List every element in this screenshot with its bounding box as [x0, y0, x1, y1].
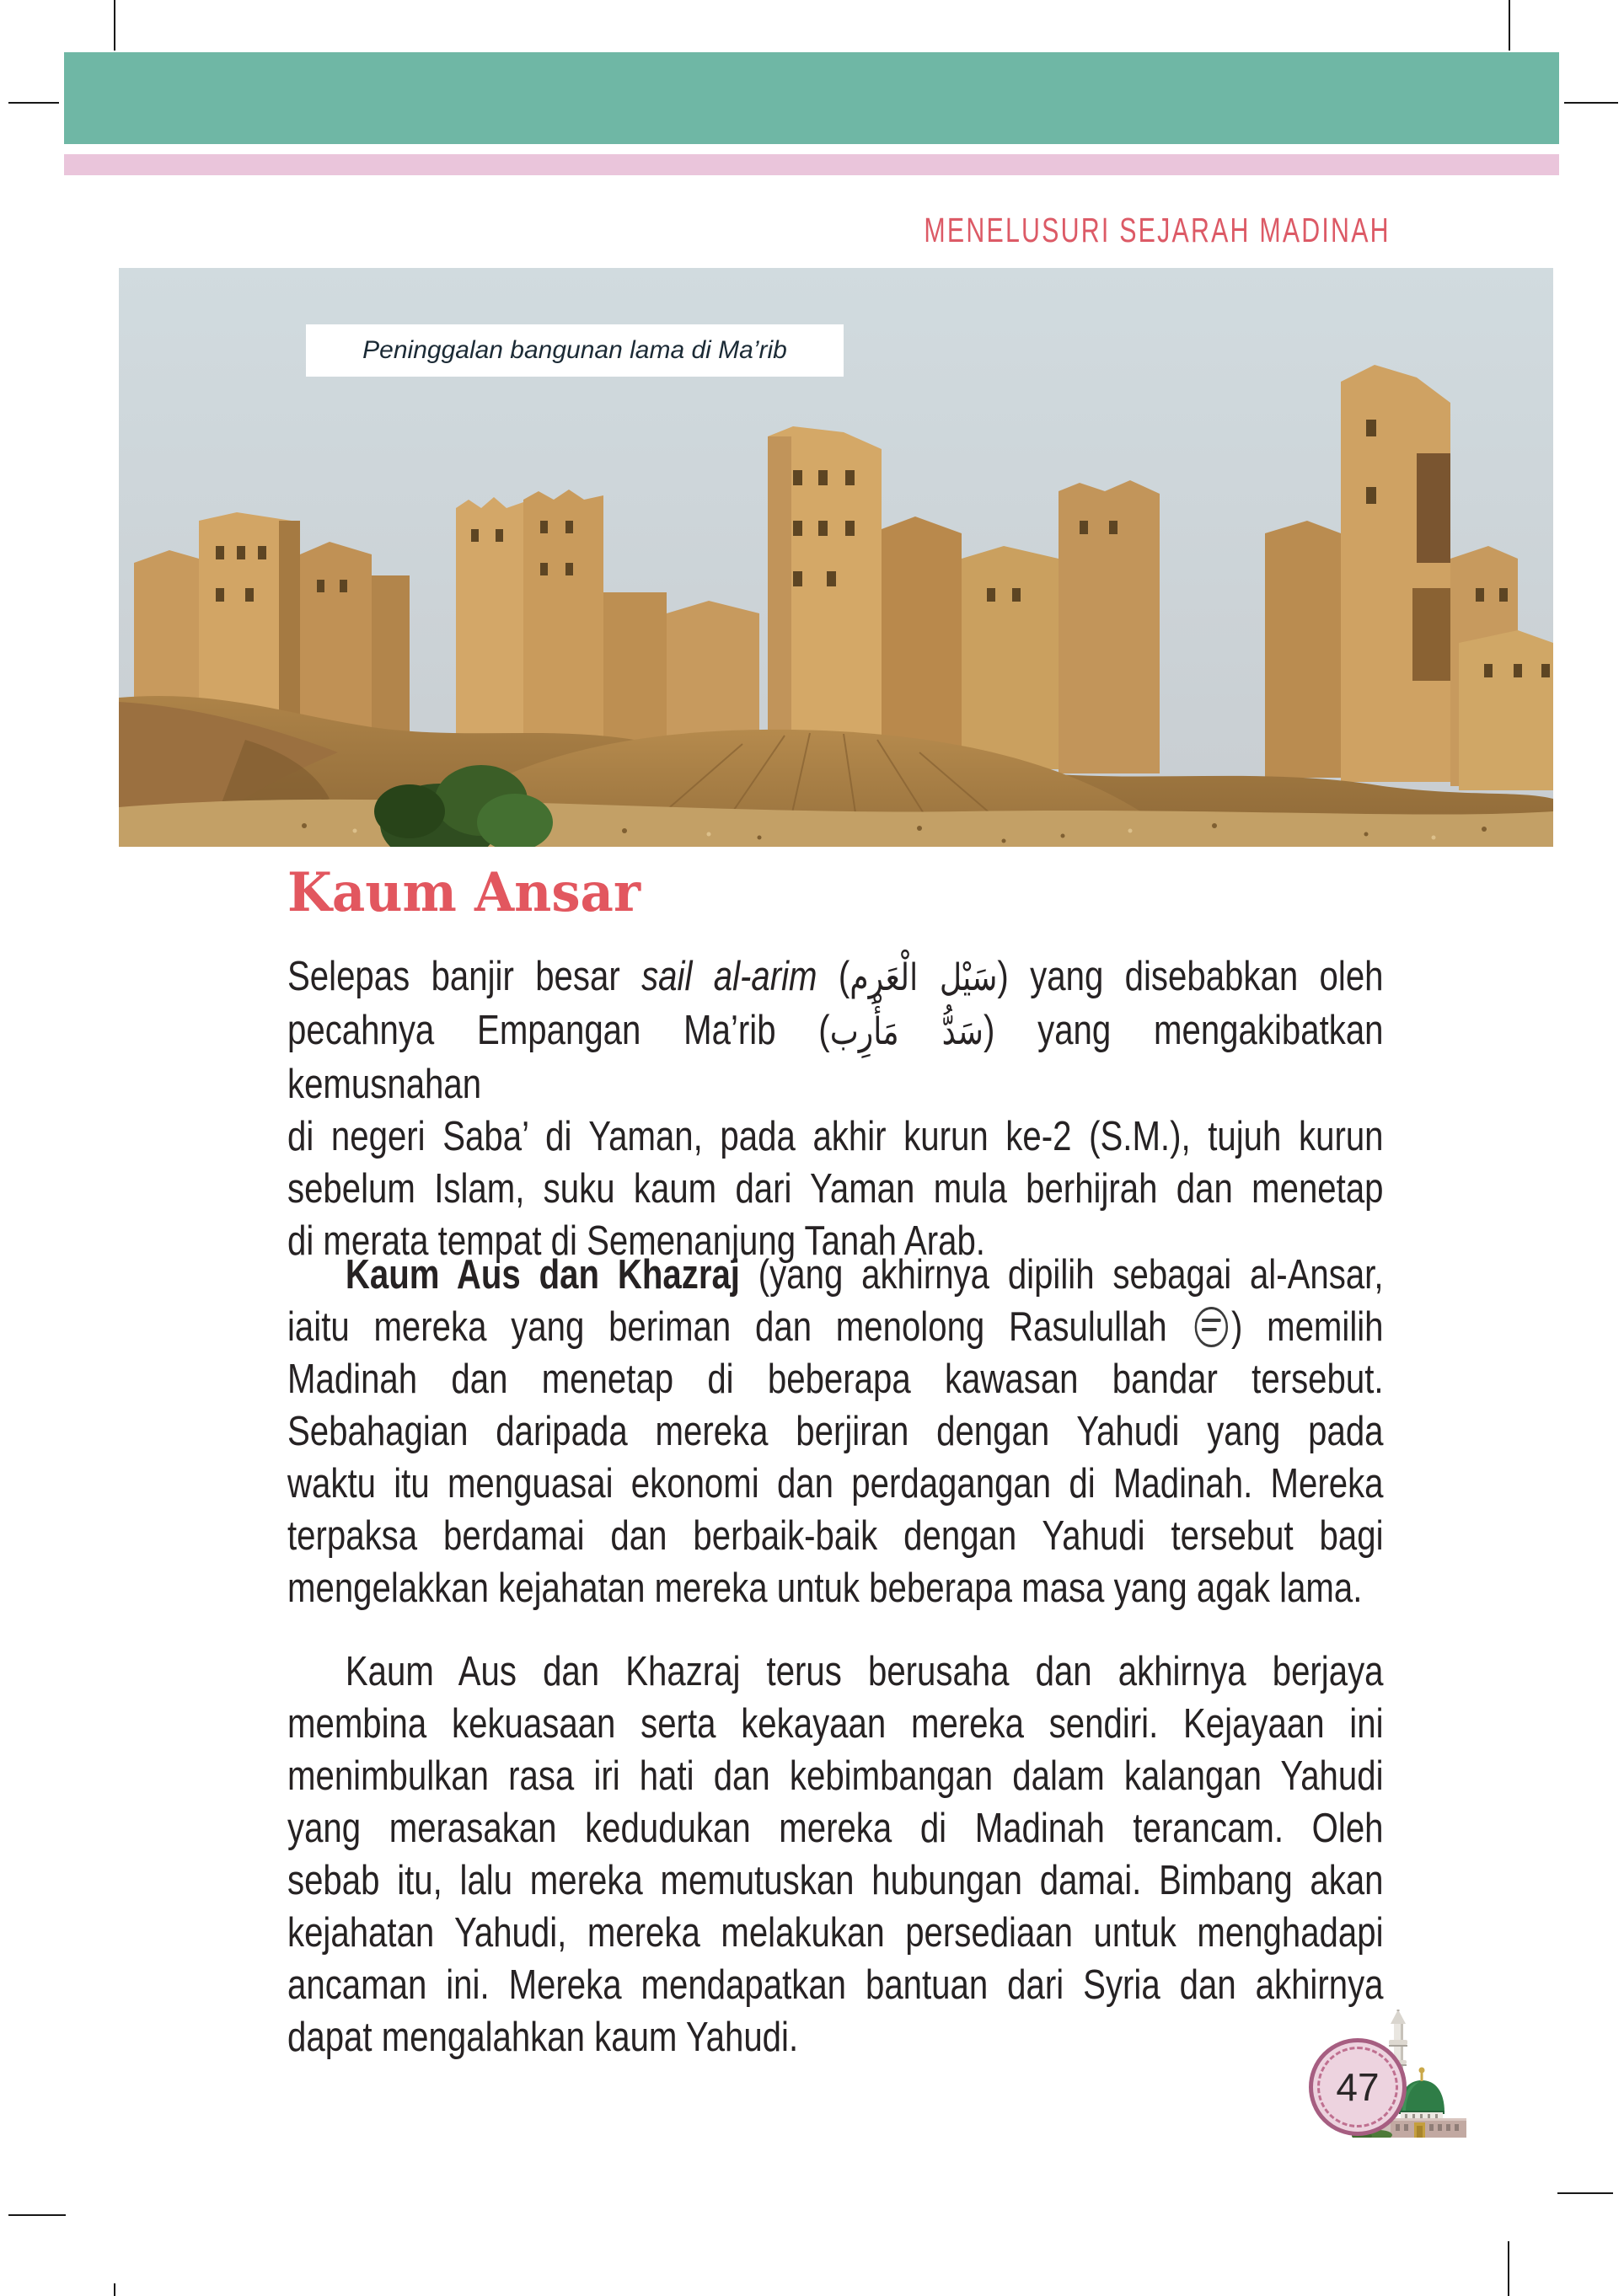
text-line: terpaksa berdamai dan berbaik-baik dengan Yahudi tersebut bagi [287, 1513, 1384, 1559]
text-line: iaitu mereka yang beriman dan menolong Rasulullah ) memilih [287, 1304, 1384, 1350]
text-line: waktu itu menguasai ekonomi dan perdagangan di Madinah. Mereka [287, 1461, 1384, 1507]
page-number-badge [1309, 2038, 1407, 2136]
marib-ruins-photo [119, 268, 1553, 847]
text-line: Kaum Aus dan Khazraj (yang akhirnya dipilih sebagai al-Ansar, [345, 1252, 1384, 1298]
text-line: pecahnya Empangan Ma’rib (سَدُّ مَأْرِب) yang mengakibatkan kemusnahan [287, 1008, 1384, 1107]
crop-mark [114, 0, 115, 51]
text-line: kejahatan Yahudi, mereka melakukan persediaan untuk menghadapi [287, 1910, 1384, 1956]
text-line: di merata tempat di Semenanjung Tanah Arab. [287, 1218, 985, 1264]
section-title: Kaum Ansar [287, 861, 640, 924]
text-line: sebab itu, lalu mereka memutuskan hubungan damai. Bimbang akan [287, 1858, 1384, 1903]
text-line: mengelakkan kejahatan mereka untuk beberapa masa yang agak lama. [287, 1565, 1363, 1611]
crop-mark [1557, 2192, 1613, 2194]
text-line: ancaman ini. Mereka mendapatkan bantuan dari Syria dan akhirnya [287, 1962, 1384, 2008]
paragraph [287, 1249, 1384, 1614]
text-line: membina kekuasaan serta kekayaan mereka sendiri. Kejayaan ini [287, 1701, 1384, 1747]
text-line: di negeri Saba’ di Yaman, pada akhir kurun ke-2 (S.M.), tujuh kurun [287, 1114, 1384, 1159]
paragraph [287, 950, 1384, 1267]
running-header: MENELUSURI SEJARAH MADINAH [924, 211, 1391, 249]
crop-mark [1509, 0, 1510, 51]
text-line: yang merasakan kedudukan mereka di Madinah terancam. Oleh [287, 1806, 1384, 1851]
rasulullah-saw-seal [1195, 1307, 1228, 1347]
accent-stripe [64, 154, 1559, 175]
crop-mark [8, 2214, 66, 2216]
text-line: sebelum Islam, suku kaum dari Yaman mula berhijrah dan menetap [287, 1166, 1384, 1212]
page-number: 47 [1336, 2065, 1380, 2109]
paragraph [287, 1646, 1384, 2063]
text-line: menimbulkan rasa iri hati dan kebimbangan dalam kalangan Yahudi [287, 1753, 1384, 1799]
crop-mark [8, 102, 59, 104]
text-line: Kaum Aus dan Khazraj terus berusaha dan akhirnya berjaya [345, 1649, 1384, 1694]
text-line: Madinah dan menetap di beberapa kawasan bandar tersebut. [287, 1357, 1384, 1402]
crop-mark [114, 2283, 115, 2296]
crop-mark [1508, 2241, 1509, 2296]
photo-caption: Peninggalan bangunan lama di Ma’rib [306, 324, 844, 377]
text-line: Sebahagian daripada mereka berjiran dengan Yahudi yang pada [287, 1409, 1384, 1454]
crop-mark [1564, 102, 1618, 104]
text-line: dapat mengalahkan kaum Yahudi. [287, 2015, 799, 2060]
header-band [64, 52, 1559, 144]
text-line: Selepas banjir besar sail al-arim (سَيْل الْعَرِم) yang disebabkan oleh [287, 954, 1384, 999]
